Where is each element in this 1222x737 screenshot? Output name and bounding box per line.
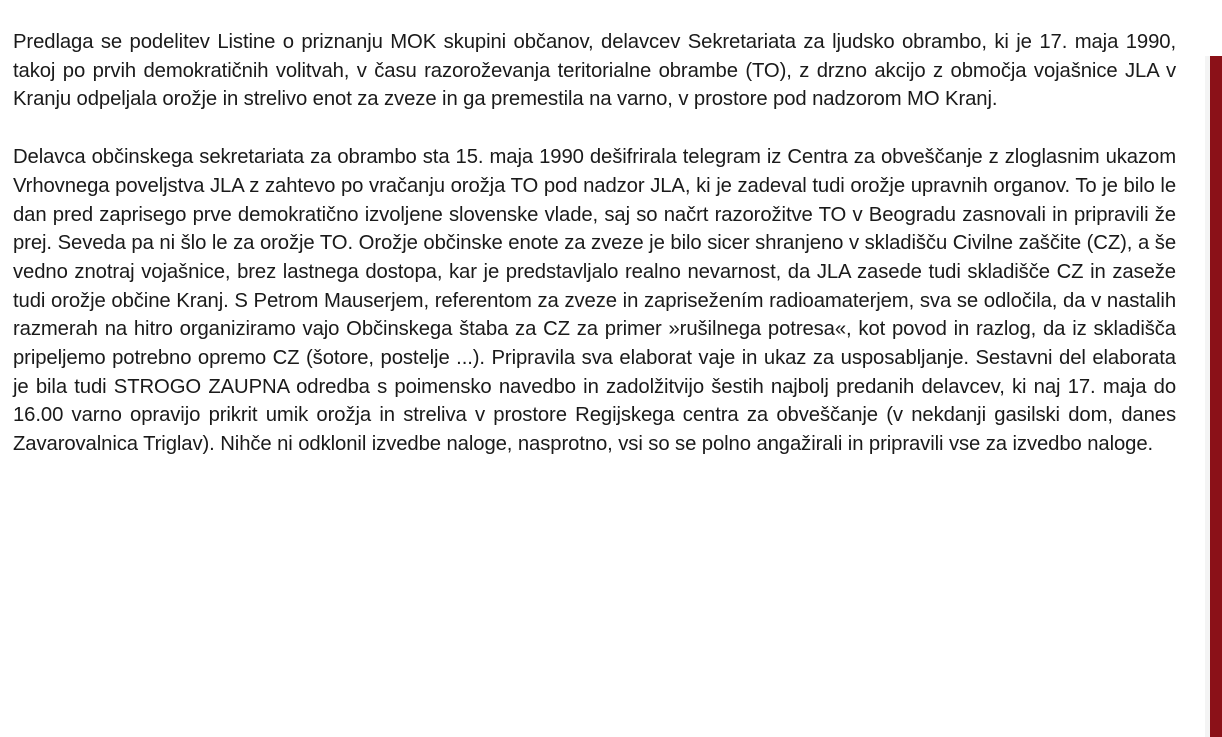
paragraph-proposal: Predlaga se podelitev Listine o priznanju MOK skupini občanov, delavcev Sekretariata za ljudsko obrambo, ki je 17. maja 1990, takoj po prvih demokratičnih volitvah, v času razoroževanja teritorialne obrambe (TO), z drzno akcijo z območja vojašnice JLA v Kranju odpeljala orožje in strelivo enot za zveze in ga premestila na varno, v prostore pod nadzorom MO Kranj.	[13, 31, 1176, 111]
document-body	[13, 28, 1176, 459]
paragraph-account: Delavca občinskega sekretariata za obrambo sta 15. maja 1990 dešifrirala telegram iz Centra za obveščanje z zloglasnim ukazom Vrhovnega poveljstva JLA z zahtevo po vračanju orožja TO pod nadzor JLA, ki je zadeval tudi orožje upravnih organov. To je bilo le dan pred zaprisego prve demokratično izvoljene slovenske vlade, saj so načrt razorožitve TO v Beogradu zasnovali in pripravili že prej. Seveda pa ni šlo le za orožje TO. Orožje občinske enote za zveze je bilo sicer shranjeno v skladišču Civilne zaščite (CZ), a še vedno znotraj vojašnice, brez lastnega dostopa, kar je predstavljalo realno nevarnost, da JLA zasede tudi skladišče CZ in zaseže tudi orožje občine Kranj. S Petrom Mauserjem, referentom za zveze in zaprisežením radioamaterjem, sva se odločila, da v nastalih razmerah na hitro organiziramo vajo Občinskega štaba za CZ za primer »rušilnega potresa«, kot povod in razlog, da iz skladišča pripeljemo potrebno opremo CZ (šotore, postelje ...). Pripravila sva elaborat vaje in ukaz za usposabljanje. Sestavni del elaborata je bila tudi STROGO ZAUPNA odredba s poimensko navedbo in zadolžitvijo šestih najbolj predanih delavcev, ki naj 17. maja do 16.00 varno opravijo prikrit umik orožja in streliva v prostore Regijskega centra za obveščanje (v nekdanji gasilski dom, danes Zavarovalnica Triglav). Nihče ni odklonil izvedbe naloge, nasprotno, vsi so se polno angažirali in pripravili vse za izvedbo naloge.	[13, 146, 1176, 456]
page-edge-accent-bar	[1210, 56, 1222, 737]
